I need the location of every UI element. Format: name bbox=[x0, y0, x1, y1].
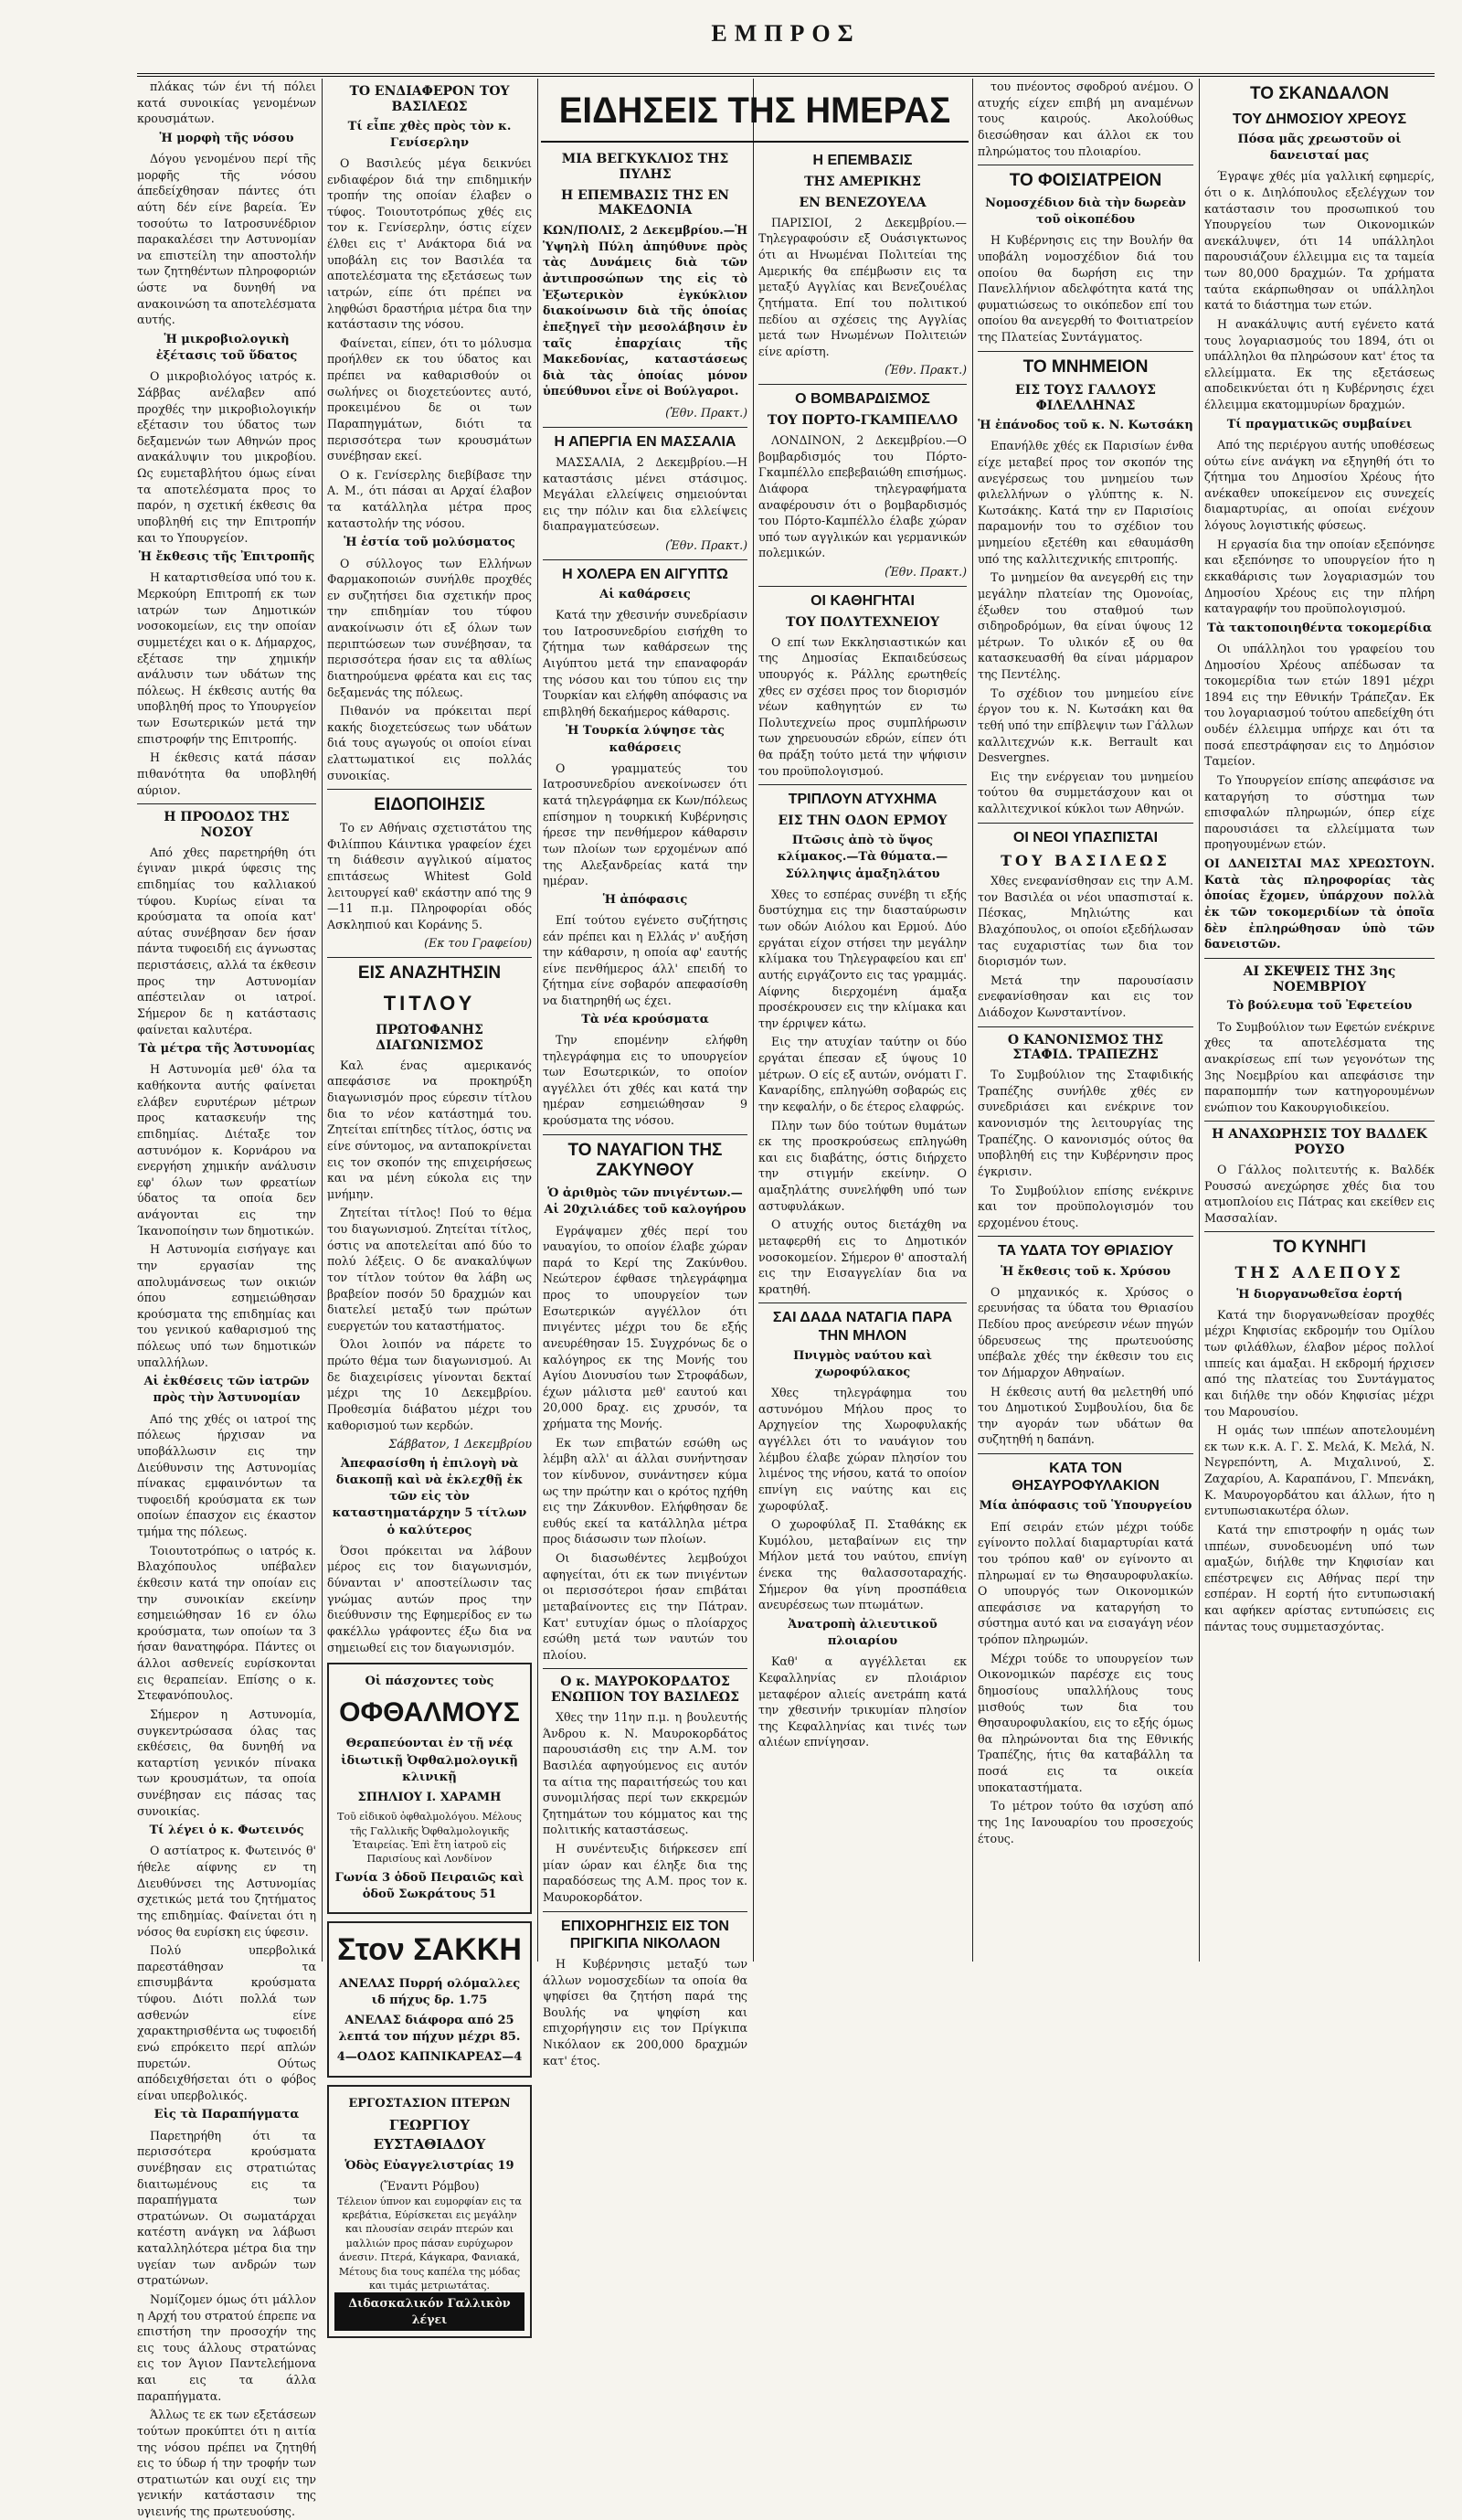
column-2 bbox=[327, 79, 532, 2326]
paragraph: Έγραψε χθές μία γαλλική εφημερίς, ότι ο κ. Διηλόπουλος εξελέγχων τον κατάστασιν του προσωπικού του Υπουργείου των Οικονομικών ανεκάλυψεν, ότι 14 υπάλληλοι παρουσιάζουν έλλειμμα εις τα ταμεία των 80,000 δραχμών. Τα χρήματα ταύτα εκάρπωθησαν οι υπάλληλοι κατά το διάστημα των ετών. bbox=[1204, 169, 1435, 313]
article-headline: ΤΑ ΥΔΑΤΑ ΤΟΥ ΘΡΙΑΣΙΟΥ bbox=[997, 1243, 1174, 1260]
source-credit: (Ἐθν. Πρακτ.) bbox=[665, 538, 747, 552]
subheading: Ἡ ἔκθεσις τοῦ κ. Χρύσου bbox=[1000, 1264, 1171, 1279]
subheading: Αἱ καθάρσεις bbox=[599, 587, 691, 601]
paragraph: Εκ των επιβατών εσώθη ως λέμβη αλλ' αι άλλαι συνήντησαν τον κίνδυνον, συνάντησεν κύμα ως την πρώτην και ο κρότος ηχήθη εις την Ζάκυνθον. Ελήφθησαν δε ευθύς εκεί τα κατάλληλα μέτρα προς διάσωσιν των πλοίων. bbox=[543, 1435, 747, 1547]
paragraph: Ο κ. Γενίσερλης διεβίβασε την Α. Μ., ότι πάσαι αι Αρχαί έλαβον τα κατάλληλα μέτρα προς καταστολήν της νόσου. bbox=[327, 467, 532, 530]
paragraph: Επί σειράν ετών μέχρι τούδε εγίνοντο πολλαί διαμαρτυρίαι κατά του τρόπου καθ' ον εγίνοντο αι πληρωμαί εν τω Θησαυροφυλακίω. Ο υπουργός των Οικονομικών απεφάσισε να καταργήση το σύστημα αυτό και να εισαγάγη νέον τρόπον πληρωμών. bbox=[978, 1519, 1193, 1647]
paragraph: Η Κυβέρνησις μεταξύ των άλλων νομοσχεδίων τα οποία θα ψηφίσει θα ζητήση παρά της Βουλής να ψηφίση και επιχορήγησιν εις τον Πρίγκιπα Νικόλαον εκ 200,000 δραχμών κατ' έτος. bbox=[543, 1956, 747, 2068]
divider bbox=[978, 1236, 1193, 1237]
paragraph: Φαίνεται, είπεν, ότι το μόλυσμα προήλθεν εκ του ύδατος και πρέπει να καθαρισθούν οι σωλήνες οι διοχετεύοντες αυτό, προκειμένου δε οι των Παραπηγμάτων, διότι τα περισσότερα των κρουσμάτων συνέβησαν εκεί. bbox=[327, 335, 532, 463]
paragraph: Πιθανόν να πρόκειται περί κακής διοχετεύσεως των υδάτων διά τους αγωγούς οι οποίοι είναι ελαττωματικοί εις πολλάς συνοικίας. bbox=[327, 704, 532, 782]
divider bbox=[978, 1026, 1193, 1027]
ad-line: (Ἔναντι Ρόμβου) bbox=[379, 2178, 480, 2193]
paragraph: Νομίζομεν όμως ότι μάλλον η Αρχή του στρατού έπρεπε να επιστήση την προσοχήν της εις τους άλλους στρατώνας εις τον Άγιον Παντελεήμονα και εις τα άλλα παραπήγματα. bbox=[137, 2291, 316, 2403]
paragraph: Ο μικροβιολόγος ιατρός κ. Σάββας ανέλαβεν από προχθές την μικροβιολογικήν εξέτασιν του ύδατος των δεξαμενών των Αθηνών προς ανακάλυψιν του μικροβίου. Ως ευμεταβλήτου όμως είναι τα αποτελέσματα προς το παρόν, η σχετική έκθεσις θα υποβληθή εις την Επιτροπήν και το Υπουργείον. bbox=[137, 369, 316, 545]
paragraph: Εις την ενέργειαν του μνημείου τούτου θα συμμετάσχουν και οι καλλιτεχνικοί κύκλοι των Αθηνών. bbox=[978, 769, 1193, 815]
paragraph: Η ανακάλυψις αυτή εγένετο κατά τους λογαριασμούς του 1894, ότι οι υπάλληλοι θα πληρώσουν κατ' έτος τα ελλείμματα. Εκ της εξετάσεως αποδεικνύεται ότι η Κυβέρνησις έχει έλλειμμα εκατομμυρίων δραχμών. bbox=[1204, 316, 1435, 412]
subheading: Ἡ διοργανωθεῖσα ἑορτή bbox=[1236, 1287, 1403, 1302]
article-headline: ΤΟ ΕΝΔΙΑΦΕΡΟΝ ΤΟΥ ΒΑΣΙΛΕΩΣ bbox=[349, 84, 510, 114]
masthead bbox=[137, 0, 1435, 77]
paragraph: Ο αστίατρος κ. Φωτεινός θ' ήθελε αίφνης εν τη Διευθύνσει της Αστυνομίας σχετικώς μετά του ζητήματος της επιδημίας. Φαίνεται ότι η νόσος θα ευρίσκη εις ύφεσιν. bbox=[137, 1844, 316, 1939]
ad-title: Στον ΣΑΚΚΗ bbox=[337, 1932, 522, 1968]
ad-text: Τοῦ εἰδικοῦ ὀφθαλμολόγου. Μέλους τῆς Γαλλικῆς Ὀφθαλμολογικῆς Ἑταιρείας. Ἐπὶ ἔτη ἰατροῦ εἰς Παρισίους καὶ Λονδίνον bbox=[337, 1811, 522, 1866]
divider bbox=[758, 784, 967, 785]
lead-paragraph: ΟΙ ΔΑΝΕΙΣΤΑΙ ΜΑΣ ΧΡΕΩΣΤΟΥΝ. Κατὰ τὰς πληροφορίας τὰς ὁποίας ἔχομεν, ὑπάρχουν πολλὰ ἐκ τῶν τοκομεριδίων τὰ ὁποῖα δὲν ἐπληρώθησαν ὑπὸ τῶν δανειστῶν. bbox=[1204, 856, 1435, 952]
divider bbox=[1204, 1121, 1435, 1122]
paragraph: Κατά την διοργανωθείσαν προχθές μέχρι Κηφισίας εκδρομήν του Ομίλου των φιλάθλων, έλαβον μέρος πολλοί ιππείς και άμαξαι. Η εκδρομή ήρχισεν από της πλατείας του Συντάγματος και διήλθε την οδόν Κηφισίας μέχρι του Μαρουσίου. bbox=[1204, 1307, 1435, 1419]
article-headline: ΟΙ ΝΕΟΙ ΥΠΑΣΠΙΣΤΑΙ bbox=[1012, 829, 1159, 845]
paragraph: Μετά την παρουσίασιν ενεφανίσθησαν και εις τον Διάδοχον Κωνσταντίνον. bbox=[978, 973, 1193, 1019]
paragraph: Εις την ατυχίαν ταύτην οι δύο εργάται έπεσαν εξ ύψους 10 μέτρων. Ο είς εξ αυτών, ονόματι Γ. Καναρίδης, επληγώθη σοβαρώς εις την κεφαλήν, ο δε έτερος ελαφρώς. bbox=[758, 1035, 967, 1113]
ad-name: ΓΕΩΡΓΙΟΥ ΕΥΣΤΑΘΙΑΔΟΥ bbox=[373, 2116, 486, 2153]
paragraph: Καθ' α αγγέλλεται εκ Κεφαλληνίας εν πλοιάριον μεταφέρον αλιείς ανετράπη κατά την χθεσινήν τρικυμίαν πλησίον της Κεφαλληνίας και τινές των αλιέων επνίγησαν. bbox=[758, 1654, 967, 1749]
subheading: Ἡ μικροβιολογικὴ ἐξέτασις τοῦ ὕδατος bbox=[155, 332, 298, 364]
paragraph: Χθες τηλεγράφημα του αστυνόμου Μήλου προς το Αρχηγείον της Χωροφυλακής αγγέλλει ότι το ναυάγιον του λέμβου έλαβε χώραν πλησίον του λιμένος της νήσου, κατά το οποίον επνίγη εις ναύτης και εις χωροφύλαξ. bbox=[758, 1386, 967, 1513]
article-headline: ΤΟ ΚΥΝΗΓΙ bbox=[1273, 1238, 1366, 1258]
subheading: Ὁ ἀριθμὸς τῶν πνιγέντων.—Αἱ 20χιλιάδες τοῦ καλογήρου bbox=[544, 1186, 747, 1217]
subheading: Αἱ ἐκθέσεις τῶν ἰατρῶν πρὸς τὴν Ἀστυνομίαν bbox=[143, 1375, 310, 1406]
paragraph: Σήμερον η Αστυνομία, συγκεντρώσασα όλας τας εκθέσεις, θα δυνηθή να καταρτίση γενικόν πίνακα των κρουσμάτων, τα οποία συνέβησαν εις πάσας τας συνοικίας. bbox=[137, 1707, 316, 1818]
paragraph: Ο μηχανικός κ. Χρύσος ο ερευνήσας τα ύδατα του Θριασίου Πεδίου προς ανεύρεσιν νέων πηγών ύδρευσεως της πρωτευούσης υπέβαλε χθές την έκθεσιν του εις τον Δήμαρχον Αθηναίων. bbox=[978, 1284, 1193, 1379]
subheading: Τί πραγματικῶς συμβαίνει bbox=[1226, 417, 1413, 431]
article-headline: Η ΑΠΕΡΓΙΑ ΕΝ ΜΑΣΣΑΛΙΑ bbox=[554, 433, 736, 450]
article-headline: ΕΙΣ ΤΗΝ ΟΔΟΝ ΕΡΜΟΥ bbox=[778, 813, 948, 829]
paragraph: Η ομάς των ιππέων αποτελουμένη εκ των κ.κ. Α. Γ. Σ. Μελά, Κ. Μελά, Ν. Νεγρεπόντη, Α. Μιχαλινού, Σ. Ζαχαρίου, Α. Καραπάνου, Γ. Μπενάκη, Κ. Μαυρογορδάτου και άλλων, ήτο η εντυπωσιακωτέρα όλων. bbox=[1204, 1423, 1435, 1518]
paragraph: Η έκθεσις κατά πάσαν πιθανότητα θα υποβληθή αύριον. bbox=[137, 750, 316, 797]
article-headline: ΤΟ ΦΟΙΣΙΑΤΡΕΙΟΝ bbox=[1009, 171, 1162, 191]
paragraph: Το σχέδιον του μνημείου είνε έργον του κ. Ν. Κωτσάκη και θα τεθή υπό την επίβλεψιν των Γάλλων καλλιτεχνών κ.κ. Berrault και Desvergnes. bbox=[978, 686, 1193, 765]
paragraph: Η καταρτισθείσα υπό του κ. Μερκούρη Επιτροπή εκ των ιατρών των Δημοτικών νοσοκομείων, εις την οποίαν συμμετέχει και ο κ. Δήμαρχος, εξέτασε την χημικήν ανάλυσιν των υδάτων της πόλεως. Η έκθεσις αυτής θα υποβληθή προς το Υπουργείον των Εσωτερικών μετά την επιστροφήν της Επιτροπής. bbox=[137, 570, 316, 746]
subheading: Τί εἶπε χθὲς πρὸς τὸν κ. Γενίσερλην bbox=[347, 119, 512, 150]
section-banner bbox=[541, 80, 969, 143]
subheading: Τί λέγει ὁ κ. Φωτεινός bbox=[149, 1824, 304, 1838]
article-fragment: του πνέοντος σφοδρού ανέμου. Ο ατυχής είχεν επιβή μη αναμένων τους καιρούς. Ακολούθως διεσώθησαν και άλλοι εκ του πληρώματος του πλοιαρίου. bbox=[978, 80, 1193, 158]
paragraph: Επανήλθε χθές εκ Παρισίων ένθα είχε μεταβεί προς τον σκοπόν της ανεγέρσεως του μνημείου των φιλελλήνων ο γλύπτης κ. Ν. Κωτσάκης. Κατά την εν Παρισίοις παραμονήν του το σχέδιον του μνημείου εξετέθη και εθαυμάσθη υπό της καλλιτεχνικής επιτροπής. bbox=[978, 439, 1193, 566]
paragraph: Ο ατυχής ουτος διετάχθη να μεταφερθή εις το Δημοτικόν νοσοκομείον. Σήμερον θ' αποσταλή εις την Εισαγγελίαν δια να κρατηθή. bbox=[758, 1217, 967, 1296]
paragraph: Παρετηρήθη ότι τα περισσότερα κρούσματα συνέβησαν εις στρατιώτας διαιτωμένους εις τα παραπήγματα των στρατώνων. Οι σωματάρχαι κατέστη ανάγκη να λάβωσι καταλληλότερα μέτρα δια την υγείαν των ανδρών των στρατώνων. bbox=[137, 2128, 316, 2288]
subheading: Μία ἀπόφασις τοῦ Ὑπουργείου bbox=[979, 1499, 1192, 1514]
subheading: Ἡ ἑστία τοῦ μολύσματος bbox=[344, 536, 515, 550]
divider bbox=[978, 1453, 1193, 1454]
paragraph: Κατά την χθεσινήν συνεδρίασιν του Ιατροσυνεδρίου εισήχθη το ζήτημα των καθάρσεων της Αιγύπτου μετά την επαναφοράν της νόσου και του τύπου εις την Τουρκίαν και ελήφθη απόφασις να επιβληθή δεκαήμερος κάθαρσις. bbox=[543, 608, 747, 718]
signature: (Εκ του Γραφείου) bbox=[424, 936, 532, 951]
subheading: Ἡ μορφὴ τῆς νόσου bbox=[159, 131, 294, 145]
paragraph: Πλην των δύο τούτων θυμάτων εκ της προσκρούσεως επληγώθη και εις διαβάτης, όστις διήρχετο την στιγμήν εκείνην. Ο αμαξηλάτης συνελήφθη υπό των αστυφυλάκων. bbox=[758, 1118, 967, 1213]
paragraph: Από χθες παρετηρήθη ότι έγιναν μικρά ύφεσις της επιδημίας του καλλιακού τύφου. Κυρίως είναι τα κρούσματα τα οποία κατ' αύτας συνέβησαν δεν ήσαν πάντα τυφοειδή εις άγνωστας περιστάσεις, αλλά τα έκθεσιν προς την Αστυνομίαν απέστειλαν οι ιατροί. Σήμερον δε η κατάστασις φαίνεται καλυτέρα. bbox=[137, 845, 316, 1037]
article-headline: Ο κ. ΜΑΥΡΟΚΟΡΔΑΤΟΣ ΕΝΩΠΙΟΝ ΤΟΥ ΒΑΣΙΛΕΩΣ bbox=[550, 1675, 740, 1706]
subheading: Τὸ βούλευμα τοῦ Ἐφετείου bbox=[1226, 999, 1413, 1014]
subheading: Πνιγμὸς ναύτου καὶ χωροφύλακος bbox=[793, 1348, 932, 1379]
paragraph: Η Κυβέρνησις εις την Βουλήν θα υποβάλη νομοσχέδιον διά του οποίου θα δωρήση εις την Πανελλήνιον αδελφότητα κατά της φυματιώσεως το οικόπεδον επί του οποίου θα ανεγερθή το Φοιτιατρείον της Πλατείας Συντάγματος. bbox=[978, 233, 1193, 345]
paragraph: Από της χθές οι ιατροί της πόλεως ήρχισαν να υποβάλλωσιν εις την Διεύθυνσιν της Αστυνομίας πίνακας εμφαινόντων τα τυφοειδή κρούσματα εκ των οποίων έπασχον εις έκαστον τμήμα της πόλεως. bbox=[137, 1411, 316, 1539]
divider bbox=[758, 384, 967, 385]
article-headline: Η ΑΝΑΧΩΡΗΣΙΣ ΤΟΥ ΒΑΔΔΕΚ ΡΟΥΣΟ bbox=[1212, 1127, 1427, 1158]
article-headline: ΕΝ ΒΕΝΕΖΟΥΕΛΑ bbox=[799, 195, 927, 210]
source-credit: (Ἐθν. Πρακτ.) bbox=[665, 406, 747, 420]
paragraph: Ο σύλλογος των Ελλήνων Φαρμακοποιών συνήλθε προχθές εν συζητήσει δια σχετικήν προς την επιδημίαν του τύφου ανακοίνωσιν ότι εξ όλων των περιπτώσεων των συνέβησαν, τα περισσότερα ήσαν εις τα αθλίως διατηρούμενα φρέατα και εις τας δεξαμενάς της πόλεως. bbox=[327, 556, 532, 699]
ad-line: Θεραπεύονται ἐν τῇ νέᾳ ἰδιωτικῇ Ὀφθαλμολογικῇ κλινικῇ bbox=[341, 1737, 518, 1784]
paragraph: Καλ ένας αμερικανός απεφάσισε να προκηρύξη διαγωνισμόν προς εύρεσιν τίτλου δια το νέον κατάστημά του. Ζητείται επίτηδες τίτλος, όστις να είνε σύντομος, να ανταποκρίνεται εις τον σκοπόν της επιχειρήσεως και να μένη εύκολα εις την μνήμην. bbox=[327, 1058, 532, 1201]
column-rule bbox=[1199, 79, 1200, 1962]
article-headline: ΤΟΥ ΔΗΜΟΣΙΟΥ ΧΡΕΟΥΣ bbox=[1232, 111, 1407, 127]
subheading: Τὰ νέα κρούσματα bbox=[581, 1012, 709, 1026]
subheading: Ἡ ἐπάνοδος τοῦ κ. Ν. Κωτσάκη bbox=[978, 419, 1193, 433]
ad-line: ΑΝΕΛΑΣ Πυρρή ολόμαλλες ιδ πήχυς δρ. 1.75 bbox=[338, 1976, 521, 2007]
subheading: Ἡ ἔκθεσις τῆς Ἐπιτροπῆς bbox=[138, 550, 315, 565]
divider bbox=[543, 1911, 747, 1912]
subheading: Εἰς τὰ Παραπήγματα bbox=[154, 2108, 300, 2122]
subheading: Ἡ Τουρκία λύψησε τὰς καθάρσεις bbox=[566, 724, 725, 755]
paragraph: Το Συμβούλιον επίσης ενέκρινε και τον προϋπολογισμόν του ερχομένου έτους. bbox=[978, 1183, 1193, 1229]
paragraph: Το Υπουργείον επίσης απεφάσισε να καταργήση το σύστημα των επισφαλών πληρωμών, όπερ είχε παρουσιάσει τα ελλείμματα των προηγουμένων ετών. bbox=[1204, 772, 1435, 852]
ad-address: Ὁδὸς Εὐαγγελιστρίας 19 bbox=[344, 2158, 514, 2173]
divider bbox=[543, 559, 747, 560]
subheading: Πτῶσις ἀπὸ τὸ ὕψος κλίμακος.—Τὰ θύματα.—Σύλληψις ἁμαξηλάτου bbox=[777, 834, 948, 881]
article-headline: ΕΠΙΧΟΡΗΓΗΣΙΣ ΕΙΣ ΤΟΝ ΠΡΙΓΚΙΠΑ ΝΙΚΟΛΑΟΝ bbox=[561, 1918, 729, 1951]
signature: Σάββατον, 1 Δεκεμβρίου bbox=[388, 1437, 532, 1451]
lead-paragraph: ΚΩΝ/ΠΟΛΙΣ, 2 Δεκεμβρίου.—Ἡ Ὑψηλὴ Πύλη ἀπηύθυνε πρὸς τὰς Δυνάμεις διὰ τῶν ἀντιπροσώπων της εἰς τὸ Ἐξωτερικὸν ἐγκύκλιον διακοίνωσιν διὰ τῆς ὁποίας ἐπεξηγεῖ τὴν μεσολάβησιν ἐν ταῖς ἐπαρχίαις τῆς Μακεδονίας, καταστάσεως διὰ τὰς ὁποίας μόνον ὑπεύθυνοι εἶνε οἱ Βούλγαροι. bbox=[543, 223, 747, 399]
ad-line: ΕΡΓΟΣΤΑΣΙΟΝ ΠΤΕΡΩΝ bbox=[348, 2096, 511, 2111]
paragraph: Την επομένην ελήφθη τηλεγράφημα εις το υπουργείον των Εσωτερικών, το οποίον αγγέλλει ότι χθές και κατά την ημέραν εσημειώθησαν 9 κρούσματα της νόσου. bbox=[543, 1032, 747, 1127]
ad-name: ΣΠΗΛΙΟΥ Ι. ΧΑΡΑΜΗ bbox=[357, 1790, 502, 1804]
paragraph: Τοιουτοτρόπως ο ιατρός κ. Βλαχόπουλος υπέβαλεν έκθεσιν κατά την οποίαν εις την συνοικίαν εκείνην εσημειώθησαν 16 εν όλω κρούσματα, των οποίων τα 3 ήσαν θανατηφόρα. Πάντες οι άλλοι ασθενείς ευρίσκονται εις θεραπείαν. Επίσης ο κ. Στεφανόπουλος. bbox=[137, 1543, 316, 1703]
ad-line: ΑΝΕΛΑΣ διάφορα από 25 λεπτά τον πήχυν μέχρι 85. bbox=[338, 2014, 521, 2045]
paragraph: Δόγου γενομένου περί τῆς μορφῆς τῆς νόσου άπεδείχθησαν πάντες ότι αύτη δέν είνε βαρεία. Έν τοσούτω το Ιατροσυνέδριον παρακαλέσει την Αστυνομίαν να επιστείλη την αποστολήν των ζητηθέντων πληροφοριών ώστε να δυνηθή να ανακοινώση τα αποτελέσματα αυτής. bbox=[137, 152, 316, 327]
article-headline: ΤΗΣ ΑΛΕΠΟΥΣ bbox=[1234, 1264, 1404, 1283]
paragraph: Επί τούτου εγένετο συζήτησις εάν πρέπει και η Ελλάς ν' αυξήση την κάθαρσιν, η οποία αφ' εαυτής είνε πενθήμερος άλλ' επειδή το ζήτημα είνε σοβαρόν απεφασίσθη να διατηρηθή ως έχει. bbox=[543, 912, 747, 1008]
paragraph: Μέχρι τούδε το υπουργείον των Οικονομικών παρέσχε εις τους δημοσίους υπαλλήλους τους μισθούς των δια του Θησαυροφυλακίου, εις το εξής όμως θα πληρώνονται δια της Εθνικής Τραπέζης, ήτις θα καταβάλλη τα ποσά εις τα οικεία υποκαταστήματα. bbox=[978, 1651, 1193, 1794]
article-headline: ΤΟΥ ΠΟΡΤΟ-ΓΚΑΜΠΕΛΛΟ bbox=[767, 413, 959, 429]
subheading: Ἡ ἀπόφασις bbox=[602, 892, 688, 907]
advertisement-ophthalmology bbox=[327, 1663, 532, 1914]
article-headline: Η ΠΡΟΟΔΟΣ ΤΗΣ ΝΟΣΟΥ bbox=[164, 810, 290, 840]
paragraph: Η Αστυνομία εισήγαγε και την εργασίαν της απολυμάνσεως των οικιών όπου εσημειώθησαν κρούσματα της επιδημίας και του γενικού καθαρισμού της πόλεως υπό των δημοτικών υπαλλήλων. bbox=[137, 1242, 316, 1369]
paragraph: Ο Γάλλος πολιτευτής κ. Βαλδέκ Ρουσσώ ανεχώρησε χθές δια του ατμοπλοίου εις Πάτρας και εκείθεν εις Μασσαλίαν. bbox=[1204, 1162, 1435, 1225]
divider bbox=[758, 586, 967, 587]
advertisement-feathers bbox=[327, 2085, 532, 2338]
article-headline: ΤΟΥ ΒΑΣΙΛΕΩΣ bbox=[1001, 851, 1171, 869]
paragraph: Όσοι πρόκειται να λάβουν μέρος εις τον διαγωνισμόν, δύνανται ν' αποστείλωσιν τας γνώμας αυτών προς την διεύθυνσιν της Εφημερίδος εν τω φακέλλω γράφοντες έξω δια να σημειωθεί εις τον διαγωνισμόν. bbox=[327, 1543, 532, 1654]
divider bbox=[978, 351, 1193, 352]
paragraph: Ο επί των Εκκλησιαστικών και της Δημοσίας Εκπαιδεύσεως υπουργός κ. Ράλλης ερωτηθείς χθες εν σχέσει προς τον διορισμόν νέων καθηγητών εν τω Πολυτεχνείω προς συμπλήρωσιν των χηρευουσών εδρών, είπεν ότι θα πράξη τούτο μετά την ψήφισιν του προϋπολογισμού. bbox=[758, 634, 967, 778]
paragraph: Χθες ενεφανίσθησαν εις την Α.Μ. τον Βασιλέα οι νέοι υπασπισταί κ. Πέσκας, Μηλιώτης και Βλαχόπουλος, οι οποίοι εξεδήλωσαν τας ευχαριστίας των δια τον διορισμόν των. bbox=[978, 874, 1193, 969]
paragraph: ΠΑΡΙΣΙΟΙ, 2 Δεκεμβρίου.—Τηλεγραφούσιν εξ Ουάσιγκτωνος ότι αι Ηνωμέναι Πολιτείαι της Αμερικής θα επέμβωσιν εις τα μεταξύ Αγγλίας και Βενεζουέλας ζητήματα. Επί του πολιτικού πεδίου αι σχέσεις της Αγγλίας μετά των Ηνωμένων Πολιτειών είνε αρίστη. bbox=[758, 215, 967, 358]
article-headline: ΤΗΣ ΑΜΕΡΙΚΗΣ bbox=[804, 175, 921, 190]
paragraph: Κατά την επιστροφήν η ομάς των ιππέων, συνοδευομένη υπό των αμαξών, διήλθε την Κηφισίαν και επέστρεψεν εις Αθήνας περί την εσπέραν. Η εορτή ήτο εντυπωσιακή και αφήκεν αρίστας εντυπώσεις εις πάντας τους συμμετασχόντας. bbox=[1204, 1522, 1435, 1633]
divider bbox=[543, 1134, 747, 1135]
article-fragment: πλάκας τών ένι τή πόλει κατά συνοικίας γενομένων κρουσμάτων. bbox=[137, 80, 316, 126]
paragraph: ΛΟΝΔΙΝΟΝ, 2 Δεκεμβρίου.—Ο βομβαρδισμός του Πόρτο-Γκαμπέλλο επεβεβαιώθη επισήμως. Διάφορα τηλεγραφήματα αναφέρουσιν ότι ο βομβαρδισμός του Πόρτο-Καμπέλλο έλαβε χώραν υπό των αγγλικών και γερμανικών πολεμικών. bbox=[758, 433, 967, 560]
article-headline: ΟΙ ΚΑΘΗΓΗΤΑΙ bbox=[810, 592, 915, 609]
article-headline: Η ΧΟΛΕΡΑ ΕΝ ΑΙΓΥΠΤΩ bbox=[562, 566, 728, 582]
column-rule bbox=[322, 79, 323, 1962]
paragraph: Το μνημείον θα ανεγερθή εις την μεγάλην πλατείαν της Ομονοίας, έξωθεν του σταθμού των σιδηροδρόμων, θα είναι ύψους 12 μέτρων. Το υλικόν εξ ου θα κατασκευασθή θα είναι μάρμαρον της Πεντέλης. bbox=[978, 570, 1193, 681]
column-6 bbox=[1204, 79, 1435, 1962]
divider bbox=[543, 1668, 747, 1669]
column-rule bbox=[972, 79, 973, 1962]
paragraph: Ζητείται τίτλος! Πού το θέμα του διαγωνισμού. Ζητείται τίτλος, όστις να αποτελείται από δύο το πολύ λέξεις. Ο δε ανακαλύψων τον τίτλον τούτον θα λάβη ως βραβείον ποσόν 50 δραχμών και διατελεί μεταξύ των πρώτων ευεργετών του καταστήματος. bbox=[327, 1206, 532, 1333]
column-5 bbox=[978, 79, 1193, 1962]
paragraph: Οι διασωθέντες λεμβούχοι αφηγείται, ότι εκ των πνιγέντων οι περισσότεροι ήσαν επιβάται μεταβαίνοντες εις την Πάτραν. Κατ' ευτυχίαν όμως ο πλοίαρχος εσώθη μετά των ναυτών του πλοίου. bbox=[543, 1551, 747, 1662]
divider bbox=[327, 957, 532, 958]
subheading: Ἀπεφασίσθη ἡ ἐπιλογὴ νὰ διακοπῇ καὶ νὰ ἐκλεχθῇ ἐκ τῶν εἰς τὸν καταστηματάρχην 5 τίτλων ὁ καλύτερος bbox=[332, 1456, 527, 1537]
article-headline: ΚΑΤΑ ΤΟΝ ΘΗΣΑΥΡΟΦΥΛΑΚΙΟΝ bbox=[1012, 1461, 1160, 1494]
source-credit: (Ἐθν. Πρακτ.) bbox=[885, 363, 967, 377]
paragraph: Ο χωροφύλαξ Π. Σταθάκης εκ Κυμόλου, μεταβαίνων εις την Μήλον μετά του ναύτου, επνίγη ένεκα της θαλασσοταραχής. Σήμερον θα γίνη προσπάθεια ανευρέσεως των πτωμάτων. bbox=[758, 1517, 967, 1612]
column-rule bbox=[753, 79, 754, 1962]
paragraph: Εγράψαμεν χθές περί του ναυαγίου, το οποίον έλαβε χώραν παρά το Κερί της Ζακύνθου. Νεώτερον έφθασε τηλεγράφημα προς το υπουργείον των Εσωτερικών αγγέλλον ότι πνιγέντες μέχρι του δε εξής ανευρέθησαν 15. Συγχρόνως δε ο καλόγηρος εκ της Μονής του Αγίου Διονυσίου των Στροφάδων, έχων μάλιστα μεθ' εαυτού και 20,000 δραχ. εις χρυσόν, τα χρήματα της Μονής. bbox=[543, 1223, 747, 1431]
article-headline: ΤΟ ΝΑΥΑΓΙΟΝ ΤΗΣ ΖΑΚΥΝΘΟΥ bbox=[567, 1140, 723, 1181]
paragraph: Το μέτρον τούτο θα ισχύση από της 1ης Ιανουαρίου του προσεχούς έτους. bbox=[978, 1799, 1193, 1845]
ad-address: 4—ΟΔΟΣ ΚΑΠΝΙΚΑΡΕΑΣ—4 bbox=[336, 2050, 523, 2065]
article-headline: ΤΟΥ ΠΟΛΥΤΕΧΝΕΙΟΥ bbox=[786, 614, 939, 630]
ad-footer: Διδασκαλικόν Γαλλικὸν λέγει bbox=[334, 2292, 524, 2330]
paragraph: Η εργασία δια την οποίαν εξεπόνησε και εξεπόνησε το υπουργείον ήτο η εκκαθάρισις των λογαριασμών του Δημοσίου Χρέους εις την πλήρη καταγραφήν του προϋπολογισμού. bbox=[1204, 537, 1435, 616]
article-headline: Η ΕΠΕΜΒΑΣΙΣ ΤΗΣ ΕΝ ΜΑΚΕΔΟΝΙΑ bbox=[561, 187, 729, 218]
article-headline: ΕΙΣ ΑΝΑΖΗΤΗΣΙΝ bbox=[357, 963, 502, 984]
paragraph: Χθες την 11ην π.μ. η βουλευτής Άνδρου κ. Ν. Μαυροκορδάτος παρουσιάσθη εις την Α.Μ. τον Βασιλέα αφηγούμενος εις αυτόν τα αίτια της παραιτήσεώς του και συνομιλήσας περί των εκκρεμών ζητημάτων του κόμματος και της πολιτικής καταστάσεως. bbox=[543, 1710, 747, 1837]
source-credit: (Ἐθν. Πρακτ.) bbox=[885, 565, 967, 579]
article-headline: ΣΑΙ ΔΑΔΑ ΝΑΤΑΓΙΑ ΠΑΡΑ ΤΗΝ ΜΗΛΟΝ bbox=[772, 1310, 953, 1344]
banner-title: ΕΙΔΗΣΕΙΣ ΤΗΣ ΗΜΕΡΑΣ bbox=[558, 90, 951, 131]
paragraph: Ο γραμματεύς του Ιατροσυνεδρίου ανεκοίνωσεν ότι κατά τηλεγράφημα εκ Κων/πόλεως επίσημον η τουρκική Κυβέρνησις ήρεσε την πενθήμερον κάθαρσιν των πλοίων των ερχομένων από της Αλεξανδρείας κατά την ημέραν. bbox=[543, 760, 747, 888]
ad-text: Τέλειον ύπνον και ευμορφίαν εις τα κρεβάτια, Εύρίσκεται εις μεγάλην και πλουσίαν σειράν πτερών και μαλλιών προς πάσαν ευρύχωρον άνεσιν. Πτερά, Κάγκαρα, Φανιακά, Μέτους δια τους καπέλα της μόδας και τιμάς μετριωτάτας. bbox=[337, 2195, 522, 2291]
paragraph: Η συνέντευξις διήρκεσεν επί μίαν ώραν και έληξε δια της παραδόσεως της Α.Μ. προς τον κ. Μαυροκορδάτον. bbox=[543, 1842, 747, 1904]
article-headline: Η ΕΠΕΜΒΑΣΙΣ bbox=[812, 153, 913, 168]
newspaper-title: ΕΜΠΡΟΣ bbox=[711, 20, 861, 47]
advertisement-sakkis bbox=[327, 1921, 532, 2078]
paragraph: Οι υπάλληλοι του γραφείου του Δημοσίου Χρέους απέδωσαν τα τοκομερίδια των ετών 1891 μέχρι 1894 εις την Εθνικήν Τράπεζαν. Εκ του λογαριασμού τούτου απεδείχθη ότι ουδέν έλλειμμα υπήρχε και ότι τα ποσά επεστράφησαν εις το Δημόσιον Ταμείον. bbox=[1204, 641, 1435, 769]
article-headline: ΕΙΔΟΠΟΙΗΣΙΣ bbox=[374, 795, 485, 815]
paragraph: ΜΑΣΣΑΛΙΑ, 2 Δεκεμβρίου.—Η καταστάσις μένει στάσιμος. Μεγάλαι ελλείψεις σημειούνται εις την πόλιν και δια ελλείψεις διαπραγματεύσεων. bbox=[543, 454, 747, 534]
divider bbox=[978, 823, 1193, 824]
article-headline: ΤΙΤΛΟΥ bbox=[383, 991, 476, 1015]
paragraph: Ο Βασιλεύς μέγα δεικνύει ενδιαφέρον διά την επιδημικήν τροπήν της οποίαν έλαβεν ο τύφος. Τοιουτοτρόπως χθές εις τον κ. Γενίσερλην, όστις είχεν έλθει εις τ' Ανάκτορα διά να υποβάλη εις τον Βασιλέα τα αποτελέσματα της εξετάσεως των ιατρών, είπε ότι πρέπει να ληφθώσι δραστήρια μέτρα δια την κατάστασιν της νόσου. bbox=[327, 155, 532, 332]
divider bbox=[137, 803, 316, 804]
column-3 bbox=[543, 146, 747, 2068]
paragraph: Από της περιέργου αυτής υποθέσεως ούτω είνε ανάγκη να εξηγηθή ότι το ζήτημα του Δημοσίου Χρέους ήτο ανέκαθεν υποκείμενον εις συνεχείς διαμαρτυρίας, αι οποίαι ενέχουν λόγους λογιστικής φύσεως. bbox=[1204, 437, 1435, 533]
paragraph: Η έκθεσις αυτή θα μελετηθή υπό του Δημοτικού Συμβουλίου, δια δε την αγοράν των υδάτων θα συζητηθή η δαπάνη. bbox=[978, 1384, 1193, 1447]
divider bbox=[1204, 958, 1435, 959]
article-headline: ΜΙΑ ΒΕΓΚΥΚΛΙΟΣ ΤΗΣ ΠΥΛΗΣ bbox=[561, 152, 729, 182]
column-rule bbox=[537, 79, 538, 1962]
paragraph: Άλλως τε εκ των εξετάσεων τούτων προκύπτει ότι η αιτία της νόσου πρέπει να ζητηθή εις το ύδωρ ή την τροφήν των στρατιωτών και ουχί εις την γενικήν κατάστασιν της υγιεινής της πρωτευούσης. bbox=[137, 2408, 316, 2519]
article-headline: ΕΙΣ ΤΟΥΣ ΓΑΛΛΟΥΣ ΦΙΛΕΛΛΗΝΑΣ bbox=[1015, 383, 1156, 414]
subheading: Νομοσχέδιον διὰ τὴν δωρεὰν τοῦ οἰκοπέδου bbox=[985, 196, 1186, 228]
article-headline: Ο ΒΟΜΒΑΡΔΙΣΜΟΣ bbox=[795, 391, 930, 408]
subheading: Τὰ μέτρα τῆς Ἀστυνομίας bbox=[138, 1042, 315, 1057]
subheading: Ἀνατροπὴ ἀλιευτικοῦ πλοιαρίου bbox=[788, 1617, 938, 1649]
article-headline: ΤΟ ΜΝΗΜΕΙΟΝ bbox=[1022, 356, 1149, 377]
divider bbox=[1204, 1231, 1435, 1232]
paragraph: Το Συμβούλιον της Σταφιδικής Τραπέζης συνήλθε χθές εν συνεδριάσει και ενέκρινε τον κανονισμόν της λειτουργίας της Τραπέζης. Ο κανονισμός ούτος θα υποβληθή εις την Κυβέρνησιν προς έγκρισιν. bbox=[978, 1068, 1193, 1178]
article-subheadline: ΠΡΩΤΟΦΑΝΗΣ ΔΙΑΓΩΝΙΣΜΟΣ bbox=[376, 1023, 483, 1054]
subheading: Πόσα μᾶς χρεωστοῦν οἱ δανεισταί μας bbox=[1237, 132, 1402, 164]
article-headline: ΑΙ ΣΚΕΨΕΙΣ ΤΗΣ 3ης ΝΟΕΜΒΡΙΟΥ bbox=[1243, 963, 1396, 994]
ad-line: Οἱ πάσχοντες τοὺς bbox=[365, 1675, 494, 1689]
paragraph: Η Αστυνομία μεθ' όλα τα καθήκοντα αυτής φαίνεται ελάβεν ευρυτέρων μέτρων προς κατασκευήν της επιδημίας. Διέταξε τον αστυνόμον κ. Κορνάρου να ενεργήση χημικήν ανάλυσιν εφ' όλων των φρεατίων ύδατος τα οποία δεν ανάγονται εις την Ίκανοποίησιν των δημοτικών. bbox=[137, 1062, 316, 1238]
article-headline: ΤΟ ΣΚΑΝΔΑΛΟΝ bbox=[1250, 84, 1389, 103]
paragraph: Το εν Αθήναις σχετιστάτου της Φιλίππου Κάιντικα γραφείον έχει τη διάθεσιν αγγλικού αίματος επιτάσεως Whitest Gold λειτουργεί καθ' εκάστην από της 9—11 π.μ. Πληροφορίαι οδός Ασκληπιού και Κοράνης 5. bbox=[327, 821, 532, 931]
divider bbox=[327, 789, 532, 790]
column-4 bbox=[758, 146, 967, 1962]
subheading: Τὰ τακτοποιηθέντα τοκομερίδια bbox=[1206, 621, 1433, 635]
paragraph: Όλοι λοιπόν να πάρετε το πρώτο θέμα των διαγωνισμού. Αι δε διαχειρίσεις γίνονται δεκταί μέχρι της 10 Δεκεμβρίου. Προθεσμία διάβατου μέχρι του καθορισμού των κερδών. bbox=[327, 1337, 532, 1432]
column-1 bbox=[137, 79, 316, 2519]
article-headline: Ο ΚΑΝΟΝΙΣΜΟΣ ΤΗΣ ΣΤΑΦΙΔ. ΤΡΑΠΕΖΗΣ bbox=[1007, 1032, 1164, 1063]
paragraph: Χθες το εσπέρας συνέβη τι εξής δυστύχημα εις την διασταύρωσιν των οδών Αιόλου και Ερμού. Δύο εργάται είχον στήσει την μεγάλην κλίμακα του Τηλεγραφείου και επ' αυτής ειργάζοντο εις τας γραμμάς. Αίφνης διερχομένη άμαξα προσέκρουσεν εις την κλίμακα και την έρριψεν κάτω. bbox=[758, 887, 967, 1030]
paragraph: Πολύ υπερβολικά παρεστάθησαν τα επισυμβάντα κρούσματα τύφου. Διότι πολλά των ασθενών είνε χαρακτηρισθέντα ως τυφοειδή ενώ επρόκειτο περί απλών πυρετών. Ούτως απόδειχθήσεται ότι ο φόβος είναι υπερβολικός. bbox=[137, 1943, 316, 2102]
ad-address: Γωνία 3 ὁδοῦ Πειραιῶς καὶ ὁδοῦ Σωκράτους 51 bbox=[334, 1870, 524, 1901]
paragraph: Το Συμβούλιον των Εφετών ενέκρινε χθες τα αποτελέσματα της ανακρίσεως επί των γεγονότων της 3ης Νοεμβρίου και απεφάσισε την παραπομπήν των κατηγορουμένων ενώπιον του Κακουργιοδικείου. bbox=[1204, 1019, 1435, 1114]
article-headline: ΤΡΙΠΛΟΥΝ ΑΤΥΧΗΜΑ bbox=[788, 792, 938, 808]
divider bbox=[543, 427, 747, 428]
ad-title: ΟΦΘΑΛΜΟΥΣ bbox=[339, 1697, 520, 1728]
